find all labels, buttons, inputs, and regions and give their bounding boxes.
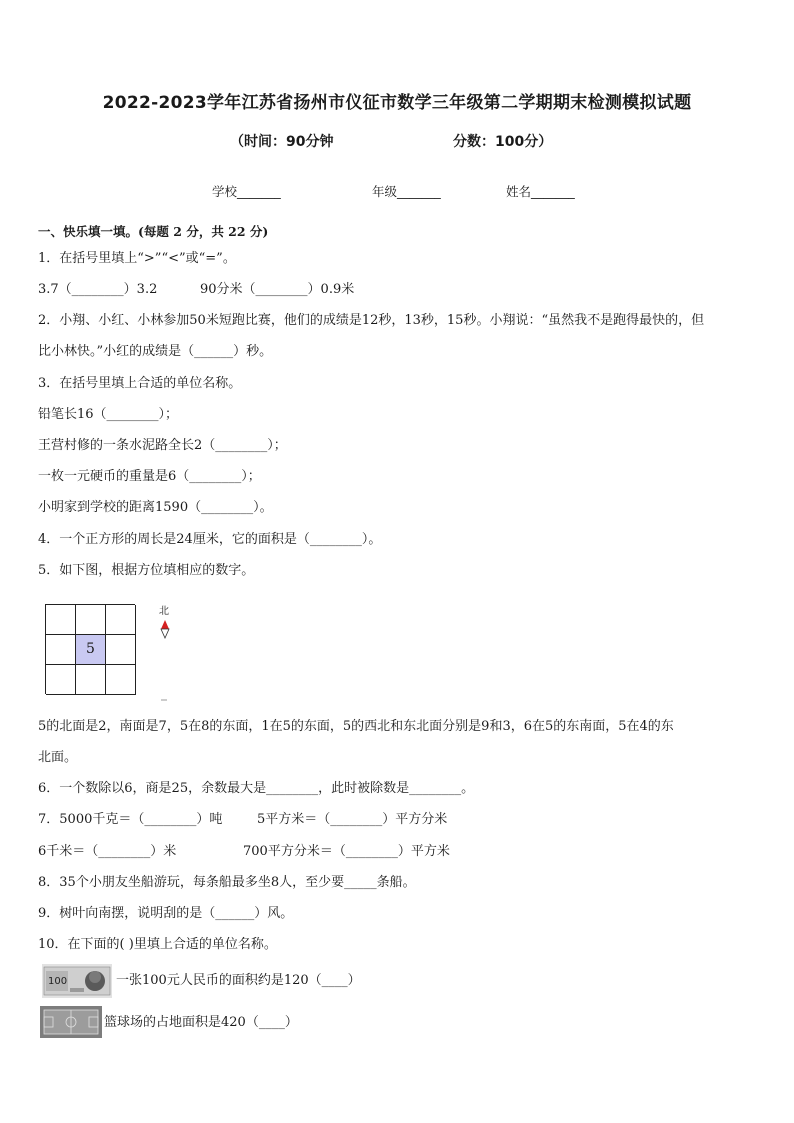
grid-cell: [106, 605, 136, 635]
q5-line-1: 5的北面是2，南面是7，5在8的东面，1在5的东面，5的西北和东北面分别是9和3，6在5的东南面，5在4的东: [38, 719, 674, 734]
grid-cell: [46, 635, 76, 665]
grid-cell: [106, 635, 136, 665]
total-score: 分数：100分）: [453, 134, 553, 150]
q8-text: 8．35个小朋友坐船游玩，每条船最多坐8人，至少要_____条船。: [38, 875, 416, 890]
q1-part-b: 90分米（________）0.9米: [200, 282, 355, 297]
q3-part-c: 一枚一元硬币的重量是6（________）；: [38, 469, 261, 484]
basketball-court-image: [40, 1006, 102, 1038]
section-heading: 一、快乐填一填。(每题 2 分，共 22 分): [38, 224, 269, 239]
q2-line-1: 2．小翔、小红、小林参加50米短跑比赛，他们的成绩是12秒，13秒，15秒。小翔说：“虽然我不是跑得最快的，但: [38, 313, 705, 328]
center-number: 5: [86, 641, 95, 657]
q10-part-a: 一张100元人民币的面积约是120（____）: [116, 973, 361, 988]
grid-cell: [106, 665, 136, 695]
exam-title: 2022-2023学年江苏省扬州市仪征市数学三年级第二学期期末检测模拟试题: [102, 93, 692, 113]
q1-part-a: 3.7（________）3.2: [38, 282, 158, 297]
time-limit: （时间：90分钟: [230, 134, 334, 150]
student-info: [0, 182, 794, 202]
q5-line-2: 北面。: [38, 750, 78, 765]
banknote-image: [42, 964, 112, 998]
name-field: 姓名_______: [506, 184, 575, 199]
q1-stem: 1．在括号里填上“>”“<”或“=”。: [38, 251, 236, 266]
q4-text: 4．一个正方形的周长是24厘米，它的面积是（________）。: [38, 532, 382, 547]
q2-line-2: 比小林快。”小红的成绩是（______）秒。: [38, 344, 273, 359]
q3-stem: 3．在括号里填上合适的单位名称。: [38, 376, 242, 391]
q10-stem: 10．在下面的( )里填上合适的单位名称。: [38, 937, 277, 952]
q3-part-a: 铅笔长16（________）；: [38, 407, 179, 422]
q7-part-a: 7．5000千克＝（________）吨: [38, 812, 223, 827]
banknote-value: 100: [48, 976, 68, 987]
north-compass: [157, 602, 177, 702]
q7-part-d: 700平方分米＝（________）平方米: [243, 844, 450, 859]
q3-part-b: 王营村修的一条水泥路全长2（________）；: [38, 438, 287, 453]
grid-cell-center: [76, 635, 106, 665]
grid-cell: [46, 605, 76, 635]
q7-part-c: 6千米＝（________）米: [38, 844, 177, 859]
q3-part-d: 小明家到学校的距离1590（________）。: [38, 500, 273, 515]
q7-part-b: 5平方米＝（________）平方分米: [257, 812, 448, 827]
grid-cell: [46, 665, 76, 695]
compass-arrow-icon: [157, 602, 177, 702]
direction-grid: [45, 604, 135, 694]
school-field: 学校_______: [212, 184, 281, 199]
grid-cell: [76, 665, 106, 695]
grid-cell: [76, 605, 106, 635]
q9-text: 9．树叶向南摆，说明刮的是（______）风。: [38, 906, 294, 921]
q10-part-b: 篮球场的占地面积是420（____）: [104, 1015, 298, 1030]
q5-stem: 5．如下图，根据方位填相应的数字。: [38, 563, 255, 578]
north-label: 北: [159, 606, 169, 617]
q6-text: 6．一个数除以6，商是25，余数最大是________，此时被除数是________。: [38, 781, 475, 796]
grade-field: 年级_______: [372, 184, 441, 199]
exam-subtitle: [0, 131, 794, 151]
